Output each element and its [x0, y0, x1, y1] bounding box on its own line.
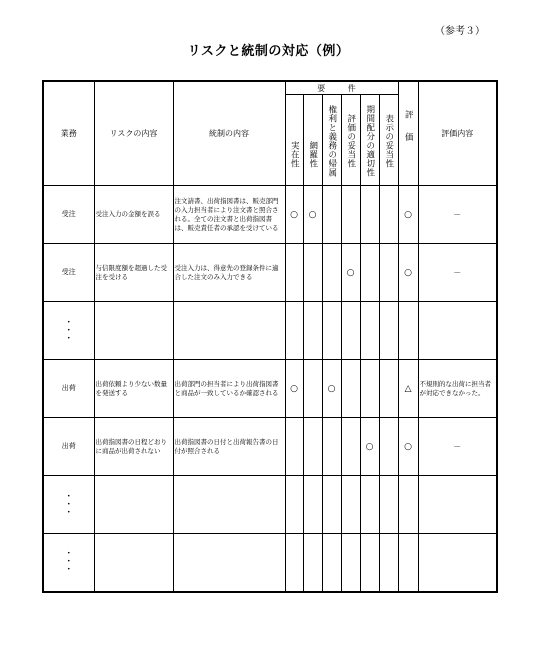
requirement-mark	[341, 476, 360, 534]
req-label: 表示の妥当性	[383, 114, 394, 168]
header-business: 業務	[43, 81, 94, 186]
requirement-mark	[303, 302, 322, 360]
requirement-mark	[379, 418, 398, 476]
requirement-mark	[322, 244, 341, 302]
table-row	[43, 302, 497, 360]
table-row	[43, 534, 497, 592]
requirement-mark	[303, 534, 322, 592]
requirement-mark	[379, 360, 398, 418]
requirement-mark	[341, 302, 360, 360]
evaluation-mark: ○	[398, 418, 418, 476]
requirement-mark: ○	[341, 244, 360, 302]
header-risk: リスクの内容	[94, 81, 173, 186]
control-cell	[173, 476, 285, 534]
requirement-mark	[379, 302, 398, 360]
page-title: リスクと統制の対応（例）	[187, 44, 350, 59]
header-req-4	[360, 95, 379, 186]
requirement-mark	[360, 534, 379, 592]
requirement-mark: ○	[322, 360, 341, 418]
header-req-5	[379, 95, 398, 186]
header-req-0	[285, 95, 303, 186]
evaluation-mark: △	[398, 360, 418, 418]
eval-detail-cell: －	[418, 244, 497, 302]
requirement-mark	[285, 534, 303, 592]
req-label: 権利と義務の帰属	[326, 105, 337, 177]
requirement-mark	[322, 418, 341, 476]
header-req-1	[303, 95, 322, 186]
requirement-mark: ○	[303, 186, 322, 244]
req-label: 評価の妥当性	[345, 114, 356, 168]
table-row	[43, 418, 497, 476]
requirement-mark	[303, 360, 322, 418]
requirement-mark	[360, 476, 379, 534]
requirement-mark	[285, 302, 303, 360]
business-cell: ・ ・ ・	[43, 476, 94, 534]
req-label: 網羅性	[307, 140, 318, 168]
business-cell: ・ ・ ・	[43, 302, 94, 360]
requirement-mark	[341, 418, 360, 476]
requirement-mark	[341, 360, 360, 418]
requirement-mark	[303, 476, 322, 534]
business-cell: 受注	[43, 244, 94, 302]
evaluation-mark	[398, 476, 418, 534]
reference-label: （参考３）	[435, 26, 485, 37]
control-cell	[173, 302, 285, 360]
requirement-mark	[341, 534, 360, 592]
header-eval-detail: 評価内容	[418, 81, 497, 186]
requirement-mark	[341, 186, 360, 244]
requirement-mark	[360, 244, 379, 302]
control-cell: 出荷部門の担当者により出荷指図書と商品が一致しているか確認される	[173, 360, 285, 418]
requirement-mark	[360, 186, 379, 244]
risk-cell: 受注入力の金額を誤る	[94, 186, 173, 244]
req-label: 期間配分の適切性	[364, 105, 375, 177]
eval-detail-cell: －	[418, 186, 497, 244]
eval-detail-cell	[418, 302, 497, 360]
control-cell: 受注入力は、得意先の登録条件に適合した注文のみ入力できる	[173, 244, 285, 302]
req-label: 実在性	[289, 140, 300, 168]
requirement-mark	[322, 476, 341, 534]
table-row	[43, 360, 497, 418]
risk-cell	[94, 302, 173, 360]
requirement-mark	[303, 244, 322, 302]
eval-detail-cell	[418, 476, 497, 534]
requirement-mark: ○	[360, 418, 379, 476]
requirement-mark	[285, 244, 303, 302]
evaluation-mark: ○	[398, 186, 418, 244]
requirement-mark	[379, 476, 398, 534]
table-row	[43, 476, 497, 534]
header-control: 統制の内容	[173, 81, 285, 186]
control-cell	[173, 534, 285, 592]
business-cell: 受注	[43, 186, 94, 244]
evaluation-mark	[398, 302, 418, 360]
header-evaluation	[398, 81, 418, 186]
business-cell: ・ ・ ・	[43, 534, 94, 592]
risk-cell: 出荷指図書の日程どおりに商品が出荷されない	[94, 418, 173, 476]
table-row	[43, 244, 497, 302]
requirement-mark	[379, 534, 398, 592]
requirement-mark	[303, 418, 322, 476]
risk-cell: 出荷依頼より少ない数量を発送する	[94, 360, 173, 418]
requirement-mark: ○	[285, 360, 303, 418]
requirement-mark	[322, 534, 341, 592]
risk-cell	[94, 534, 173, 592]
requirement-mark	[379, 244, 398, 302]
control-cell: 出荷指図書の日付と出荷報告書の日付が照合される	[173, 418, 285, 476]
requirement-mark	[360, 360, 379, 418]
eval-detail-cell: 不規則的な出荷に担当者が対応できなかった。	[418, 360, 497, 418]
risk-cell	[94, 476, 173, 534]
evaluation-mark: ○	[398, 244, 418, 302]
requirement-mark	[322, 302, 341, 360]
eval-detail-cell: －	[418, 418, 497, 476]
requirement-mark	[322, 186, 341, 244]
requirement-mark	[285, 418, 303, 476]
risk-cell: 与信限度額を超過した受注を受ける	[94, 244, 173, 302]
evaluation-mark	[398, 534, 418, 592]
requirement-mark	[285, 476, 303, 534]
table-row	[43, 186, 497, 244]
business-cell: 出荷	[43, 360, 94, 418]
header-evaluation-text: 評価	[403, 110, 414, 155]
control-cell: 注文請書、出荷指図書は、販売部門の入力担当者により注文書と照合される。全ての注文書と出荷指図書は、販売責任者の承認を受けている	[173, 186, 285, 244]
header-req-3	[341, 95, 360, 186]
eval-detail-cell	[418, 534, 497, 592]
business-cell: 出荷	[43, 418, 94, 476]
header-req-2	[322, 95, 341, 186]
header-requirements: 要 件	[285, 81, 398, 95]
risk-control-table	[42, 80, 498, 593]
requirement-mark	[360, 302, 379, 360]
requirement-mark	[379, 186, 398, 244]
requirement-mark: ○	[285, 186, 303, 244]
